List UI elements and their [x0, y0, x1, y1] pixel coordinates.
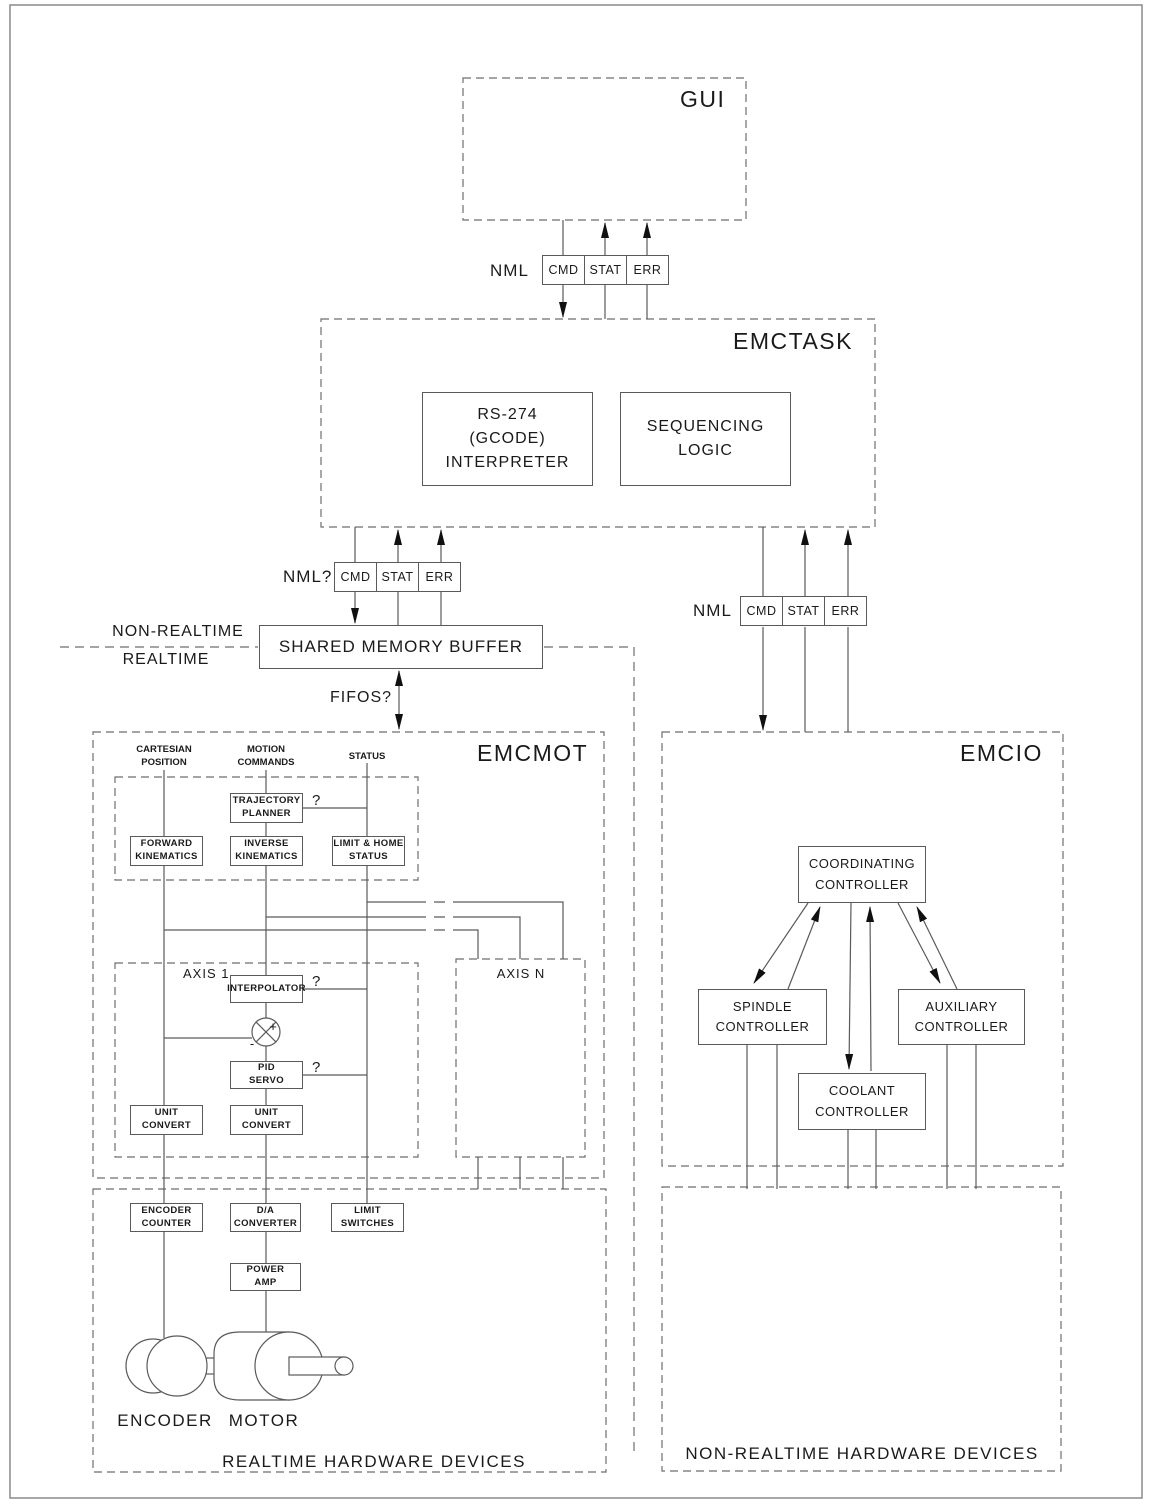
- limit-switches-line1: LIMIT: [354, 1204, 381, 1216]
- forward-line1: FORWARD: [140, 838, 193, 850]
- nml-top-stat-cell: STAT: [584, 255, 627, 285]
- emctask-title: EMCTASK: [733, 328, 853, 354]
- sum-minus-sign: -: [249, 1036, 255, 1051]
- interpreter-line3: INTERPRETER: [445, 454, 570, 471]
- encoder-counter-line1: ENCODER: [141, 1204, 192, 1216]
- coordinating-to-auxiliary-arrow: [898, 903, 940, 983]
- nml-left-label: NML?: [283, 567, 333, 586]
- encoder-label: ENCODER: [117, 1411, 213, 1430]
- nml-right-stat-cell: STAT: [782, 596, 825, 626]
- motor-label: MOTOR: [228, 1411, 300, 1430]
- power-amp-line1: POWER: [246, 1264, 285, 1276]
- sequencing-line2: LOGIC: [678, 442, 733, 459]
- axisn-branch2-b: [460, 917, 520, 959]
- nml-right-cmd-cell: CMD: [740, 596, 783, 626]
- encoder-counter-box: [130, 1203, 203, 1232]
- spindle-line2: CONTROLLER: [715, 1019, 810, 1034]
- encoder-body-front: [147, 1336, 207, 1396]
- axisn-label: AXIS N: [496, 966, 546, 981]
- nml-top-err-cell: ERR: [626, 255, 669, 285]
- trajectory-line2: PLANNER: [242, 808, 291, 819]
- motor-shaft-end: [335, 1357, 353, 1375]
- nml-left-cells: [334, 562, 461, 592]
- emcio-title: EMCIO: [960, 740, 1043, 766]
- sequencing-logic-box: [620, 392, 791, 486]
- emcmot-title: EMCMOT: [477, 740, 589, 766]
- nml-top-cells: [542, 255, 669, 285]
- pid-line2: SERVO: [248, 1075, 285, 1086]
- unit-convert-mid-box: [230, 1105, 303, 1135]
- limit-switches-line2: SWITCHES: [340, 1217, 395, 1229]
- nonrealtime-hardware-box: [662, 1187, 1061, 1471]
- limit-home-line2: STATUS: [349, 851, 388, 862]
- axisn-branch3-b: [460, 930, 478, 959]
- unit-convert-mid-line1: UNIT: [254, 1107, 279, 1119]
- gcode-interpreter-box: [422, 392, 593, 486]
- nml-left-err-cell: ERR: [418, 562, 461, 592]
- auxiliary-line2: CONTROLLER: [914, 1019, 1009, 1034]
- motion-header-line2: COMMANDS: [237, 757, 295, 769]
- inverse-kinematics-box: [230, 836, 303, 866]
- cartesian-position-header: [136, 743, 191, 770]
- coolant-to-coordinating-arrow: [870, 907, 871, 1071]
- coordinating-controller-box: [798, 846, 926, 903]
- coordinating-to-coolant-arrow: [849, 903, 851, 1069]
- inverse-line1: INVERSE: [244, 838, 289, 850]
- coolant-controller-box: [798, 1073, 926, 1130]
- interpreter-line2: (GCODE): [469, 430, 546, 447]
- motion-commands-header: [238, 743, 295, 770]
- coolant-line1: COOLANT: [828, 1083, 896, 1099]
- shared-memory-buffer-label: SHARED MEMORY BUFFER: [278, 637, 524, 656]
- power-amp-box: [230, 1263, 301, 1291]
- realtime-label: REALTIME: [122, 651, 210, 668]
- da-converter-box: [230, 1203, 301, 1232]
- nml-right-cells: [740, 596, 867, 626]
- nml-top-label: NML: [490, 261, 529, 280]
- unit-convert-mid-line2: CONVERT: [241, 1120, 292, 1131]
- nml-right-err-cell: ERR: [824, 596, 867, 626]
- limit-switches-box: [331, 1203, 404, 1232]
- inverse-line2: KINEMATICS: [235, 851, 298, 862]
- interpreter-line1: RS-274: [477, 406, 538, 423]
- forward-kinematics-box: [130, 836, 203, 866]
- axis1-label: AXIS 1: [183, 966, 230, 981]
- da-converter-line2: CONVERTER: [233, 1217, 298, 1229]
- nml-left-stat-cell: STAT: [376, 562, 419, 592]
- coordinating-line2: CONTROLLER: [815, 876, 909, 892]
- trajectory-line1: TRAJECTORY: [232, 795, 301, 807]
- spindle-to-coordinating-arrow: [788, 907, 820, 989]
- coordinating-to-spindle-arrow: [754, 903, 808, 983]
- auxiliary-line1: AUXILIARY: [925, 998, 998, 1014]
- unit-convert-left-line2: CONVERT: [141, 1120, 192, 1131]
- status-header: STATUS: [348, 751, 386, 762]
- trajectory-planner-box: [230, 793, 303, 823]
- spindle-line1: SPINDLE: [732, 998, 793, 1014]
- fifos-label: FIFOS?: [330, 689, 393, 706]
- forward-line2: KINEMATICS: [135, 851, 198, 862]
- nml-left-cmd-cell: CMD: [334, 562, 377, 592]
- nml-right-label: NML: [693, 601, 732, 620]
- non-realtime-label: NON-REALTIME: [112, 623, 244, 640]
- motion-header-line1: MOTION: [247, 744, 285, 755]
- pid-servo-box: [230, 1061, 303, 1089]
- auxiliary-controller-box: [898, 989, 1025, 1045]
- sequencing-line1: SEQUENCING: [646, 418, 765, 435]
- cartesian-header-line2: POSITION: [141, 757, 187, 769]
- interpolator-question-mark: ?: [312, 973, 321, 990]
- power-amp-line2: AMP: [254, 1277, 277, 1288]
- interpolator-box: [227, 975, 306, 1003]
- unit-convert-left-line1: UNIT: [154, 1107, 179, 1119]
- unit-convert-left-box: [130, 1105, 203, 1135]
- nonrealtime-hardware-caption: NON-REALTIME HARDWARE DEVICES: [685, 1444, 1039, 1463]
- da-converter-line1: D/A: [256, 1204, 275, 1216]
- trajectory-question-mark: ?: [312, 792, 321, 809]
- realtime-hardware-caption: REALTIME HARDWARE DEVICES: [222, 1452, 526, 1471]
- pid-line1: PID: [257, 1062, 276, 1074]
- gui-title: GUI: [680, 86, 726, 112]
- sum-plus-sign: +: [269, 1019, 277, 1034]
- axisn-box: [456, 959, 585, 1157]
- spindle-controller-box: [698, 989, 827, 1045]
- nml-top-cmd-cell: CMD: [542, 255, 585, 285]
- shared-memory-buffer-box: [259, 625, 543, 669]
- encoder-counter-line2: COUNTER: [141, 1217, 192, 1229]
- coordinating-line1: COORDINATING: [808, 856, 916, 872]
- limit-home-line1: LIMIT & HOME: [333, 838, 404, 850]
- pid-question-mark: ?: [312, 1059, 321, 1076]
- coolant-line2: CONTROLLER: [815, 1103, 909, 1119]
- limit-home-status-box: [332, 836, 405, 866]
- cartesian-header-line1: CARTESIAN: [136, 744, 192, 755]
- interpolator-label: INTERPOLATOR: [227, 982, 306, 994]
